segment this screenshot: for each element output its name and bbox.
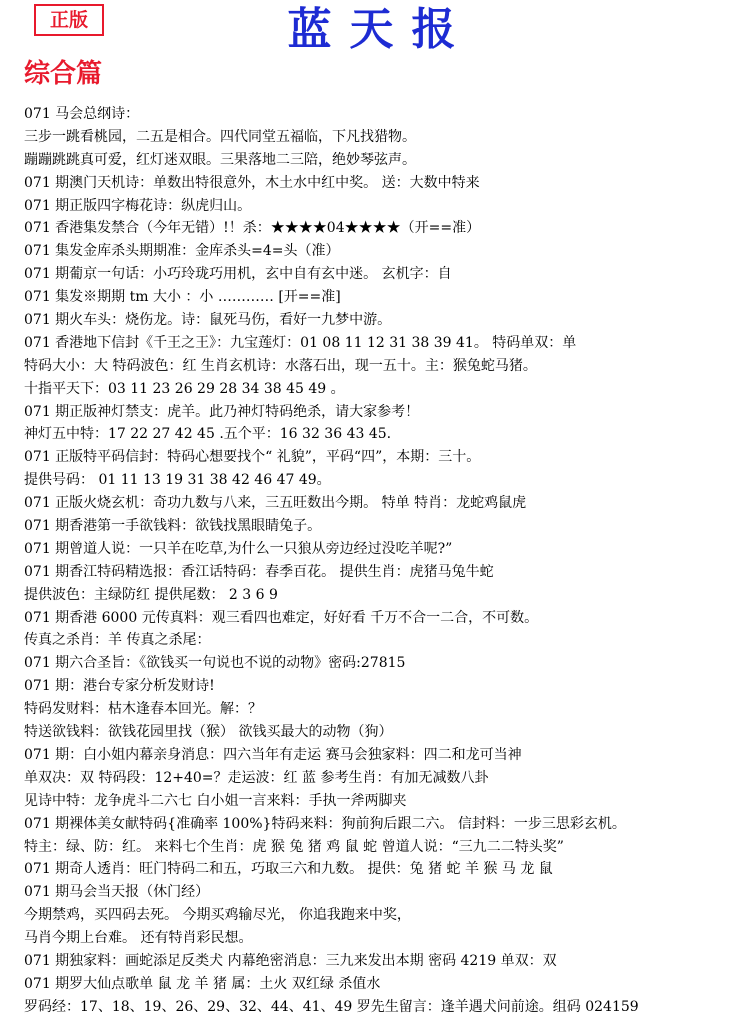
text-line: 071 期香港 6000 元传真料：观三看四也难定，好好看 千万不合一二合，不可数。 <box>24 609 539 626</box>
text-line: 071 集发※期期 tm 大小 ：小 ………… [开==准] <box>24 289 341 306</box>
text-line: 071 正版特平码信封：特码心想要找个“ 礼貌”，平码“四”，本期：三十。 <box>24 449 481 466</box>
text-line: 071 集发金库杀头期期准：金库杀头=4=头（准） <box>24 243 340 260</box>
text-line: 071 期葡京一句话：小巧玲珑巧用机，玄中自有玄中迷。 玄机字：自 <box>24 266 452 283</box>
text-line: 特码大小：大 特码波色：红 生肖玄机诗：水落石出，现一五十。主：猴兔蛇马猪。 <box>24 357 537 374</box>
text-line: 传真之杀肖：羊 传真之杀尾： <box>24 632 211 649</box>
authentic-badge: 正版 <box>34 4 104 36</box>
text-line: 071 期火车头：烧伤龙。诗：鼠死马伤，看好一九梦中游。 <box>24 312 392 329</box>
text-line: 蹦蹦跳跳真可爱，红灯迷双眼。三果落地二三陪，绝妙琴弦声。 <box>24 151 416 168</box>
text-line: 罗码经：17、18、19、26、29、32、44、41、49 罗先生留言：逢羊遇犬问前途。组码 024159 <box>24 998 639 1015</box>
text-line: 071 期罗大仙点歌单 鼠 龙 羊 猪 属：土火 双红绿 杀值水 <box>24 975 381 992</box>
text-line: 特主：绿、防：红。 来料七个生肖：虎 猴 兔 猪 鸡 鼠 蛇 曾道人说：“三九二二特头奖” <box>24 838 564 855</box>
text-line: 单双决：双 特码段：12+40=？走运波：红 蓝 参考生肖：有加无减数八卦 <box>24 769 489 786</box>
text-line: 071 香港集发禁合（今年无错）!！杀：★★★★04★★★★（开==准） <box>24 220 481 237</box>
page-title: 蓝天报 <box>287 4 474 55</box>
text-line: 071 期澳门天机诗：单数出特很意外，木土水中红中奖。 送：大数中特来 <box>24 174 480 191</box>
text-line: 071 期曾道人说：一只羊在吃草,为什么一只狼从旁边经过没吃羊呢?” <box>24 540 453 557</box>
text-line: 071 马会总纲诗： <box>24 106 140 122</box>
text-line: 马肖今期上台难。 还有特肖彩民想。 <box>24 930 253 947</box>
section-heading: 综合篇 <box>24 59 103 89</box>
text-line: 071 期香港第一手欲钱料：欲钱找黑眼睛兔子。 <box>24 518 322 535</box>
text-line: 提供号码： 01 11 13 19 31 38 42 46 47 49。 <box>24 472 331 489</box>
text-line: 特送欲钱料：欲钱花园里找（猴） 欲钱买最大的动物（狗） <box>24 724 393 741</box>
text-line: 十指平天下：03 11 23 26 29 28 34 38 45 49 。 <box>24 380 345 397</box>
text-line: 071 期正版四字梅花诗：纵虎归山。 <box>24 197 252 214</box>
text-line: 071 期奇人透肖：旺门特码二和五，巧取三六和九数。 提供：兔 猪 蛇 羊 猴 马 龙 鼠 <box>24 861 553 878</box>
text-line: 071 期：白小姐内幕亲身消息：四六当年有走运 赛马会独家料：四二和龙可当神 <box>24 746 522 763</box>
text-line: 071 期马会当天报（休门经） <box>24 884 210 901</box>
text-line: 071 香港地下信封《千王之王》：九宝莲灯：01 08 11 12 31 38 39 41。 特码单双：单 <box>24 334 577 351</box>
text-line: 今期禁鸡，买四码去死。 今期买鸡输尽光， 你追我跑来中奖， <box>24 907 411 924</box>
text-line: 三步一跳看桃园，二五是相合。四代同堂五福临，下凡找猎物。 <box>24 128 416 145</box>
text-line: 特码发财料：枯木逢春本回光。解：？ <box>24 701 262 718</box>
text-line: 071 期正版神灯禁支：虎羊。此乃神灯特码绝杀，请大家参考！ <box>24 403 420 420</box>
text-line: 071 期裸体美女献特码{准确率 100%}特码来料：狗前狗后跟二六。 信封料：一步三思彩玄机。 <box>24 815 626 832</box>
text-line: 071 期：港台专家分析发财诗! <box>24 678 215 695</box>
text-line: 提供波色：主绿防红 提供尾数： 2 3 6 9 <box>24 586 278 603</box>
text-line: 神灯五中特：17 22 27 42 45 .五个平：16 32 36 43 45. <box>24 426 392 443</box>
text-line: 071 期独家料：画蛇添足反类犬 内幕绝密消息：三九来发出本期 密码 4219 单双：双 <box>24 952 557 969</box>
article-body <box>24 103 739 1019</box>
text-line: 071 期六合圣旨：《欲钱买一句说也不说的动物》密码:27815 <box>24 655 406 672</box>
text-line: 071 期香江特码精选报：香江话特码：春季百花。 提供生肖：虎猪马兔牛蛇 <box>24 563 494 580</box>
text-line: 见诗中特：龙争虎斗二六七 白小姐一言来料：手执一斧两脚夹 <box>24 792 407 809</box>
text-line: 071 正版火烧玄机：奇功九数与八来，三五旺数出今期。 特单 特肖：龙蛇鸡鼠虎 <box>24 495 527 512</box>
